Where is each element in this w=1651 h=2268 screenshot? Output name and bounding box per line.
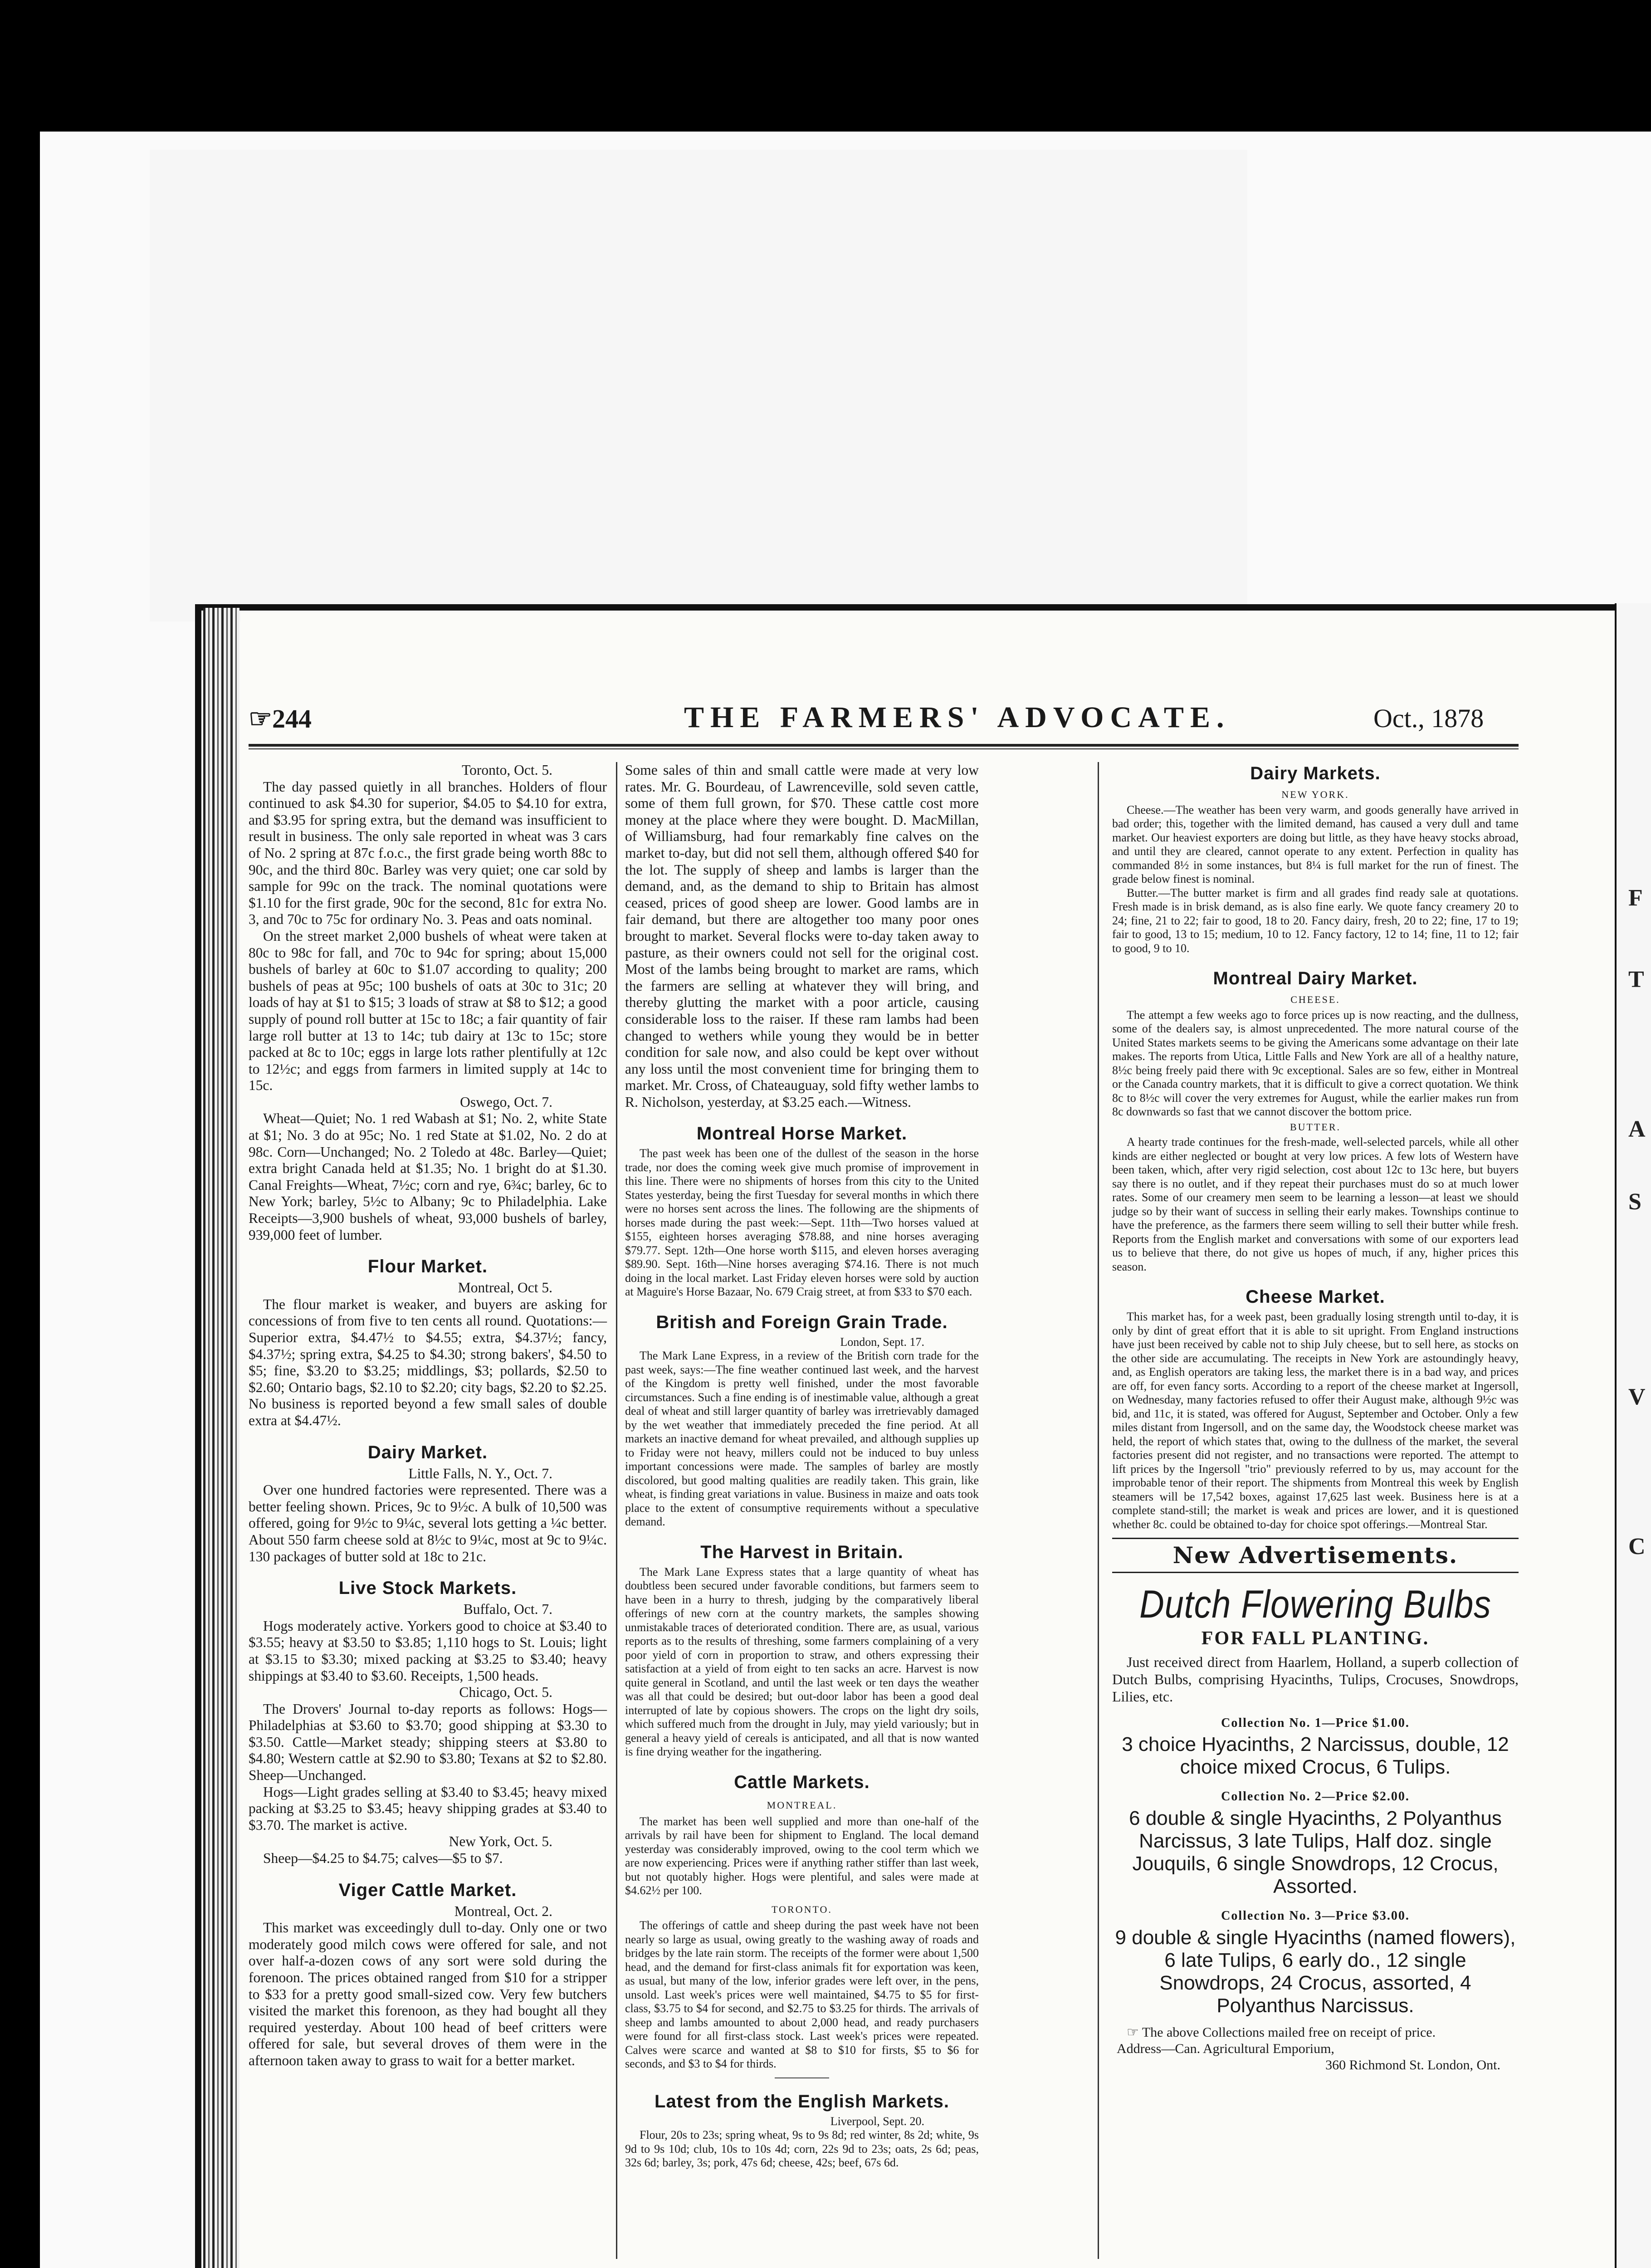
article-text: Butter.—The butter market is firm and all grades find ready sale at quotations. Fresh made is in brisk demand, as is also fine early. We quote fancy creamery 20 to 24; fine, 21 to 22; fair to good, 18 to 20. Fancy dairy, fresh, 20 to 22; fine, 17 to 19; fair to good, 13 to 15; medium, 10 to 12. Fancy factory, 12 to 14; fine, 11 to 12; fair to good, 9 to 10.	[1112, 886, 1519, 955]
strip-glyph: S	[1628, 1189, 1641, 1215]
article-text: Wheat—Quiet; No. 1 red Wabash at $1; No. 2, white State at $1; No. 3 do at 95c; No. 1 red State at $1.02, No. 2 do at 98c. Corn—Unchanged; No. 2 Toledo at 48c. Barley—Quiet; extra bright Canada held at $1.35; No. 1 bright do at $1.30. Canal Freights—Wheat, 7½c; corn and rye, 6¾c; barley, 6c to New York; barley, 5½c to Albany; 9c to Philadelphia. Lake Receipts—3,900 bushels of wheat, 93,000 bushels of barley, 939,000 feet of lumber.	[249, 1110, 607, 1243]
subheading: CHEESE.	[1290, 994, 1340, 1006]
section-heading: Latest from the English Markets.	[655, 2091, 949, 2112]
article-text: Cheese.—The weather has been very warm, and goods generally have arrived in bad order; this, together with the limited demand, has caused a very dull and tame market. Our heaviest exporters are doing but little, as they have heavy stocks abroad, and until they are cleared, cannot operate to any extent. Perfection in quality has commanded 8½ in some instances, but 8¼ is full market for the run of finest. The grade below finest is nominal.	[1112, 803, 1519, 886]
article-text: Some sales of thin and small cattle were made at very low rates. Mr. G. Bourdeau, of Lawrenceville, sold seven cattle, some of them full grown, for $70. These cattle cost more money at the place where they were bought. D. MacMillan, of Williamsburg, had four remarkably fine calves on the market to-day, but did not sell them, although offered $40 for the lot. The supply of sheep and lambs is larger than the demand, and, as the demand to ship to Britain has almost ceased, prices of good sheep are lower. Good lambs are in fair demand, but there are altogether too many poor ones brought to market. Several flocks were to-day taken away to pasture, as their owners could not sell for the original cost. Most of the lambs being brought to market are rams, which the farmers are selling at whatever they will bring, and thereby glutting the market with a poor article, causing considerable loss to the raiser. If these ram lambs had been changed to wethers while young they would be in better condition for sale now, and also could be kept over without any loss until the most convenient time for bringing them to market. Mr. Cross, of Chateauguay, sold fifty wether lambs to R. Nicholson, yesterday, at $3.25 each.—Witness.	[625, 762, 979, 1110]
advert-address-line2: 360 Richmond St. London, Ont.	[1325, 2057, 1500, 2072]
page-edge-left	[195, 604, 201, 2268]
adjacent-page-strip	[1615, 603, 1651, 2268]
section-heading: Live Stock Markets.	[338, 1578, 517, 1598]
article-text: Flour, 20s to 23s; spring wheat, 9s to 9s 8d; red winter, 8s 2d; white, 9s 9d to 9s 10d; club, 10s to 10s 4d; corn, 22s 9d to 23s; oats, 2s 6d; peas, 32s 6d; barley, 3s; pork, 47s 6d; cheese, 42s; beef, 67s 6d.	[625, 2128, 979, 2170]
dateline: Oswego, Oct. 7.	[460, 1094, 552, 1110]
advert-intro: Just received direct from Haarlem, Holland, a superb collection of Dutch Bulbs, comprising Hyacinths, Tulips, Crocuses, Snowdrops, Lilies, etc.	[1112, 1653, 1519, 1705]
dateline: London, Sept. 17.	[840, 1335, 924, 1349]
subheading: BUTTER.	[1290, 1121, 1341, 1133]
article-text: The flour market is weaker, and buyers are asking for concessions of from five to ten cents all round. Quotations:—Superior extra, $4.47½ to $4.55; extra, $4.37½; fancy, $4.37½; spring extra, $4.25 to $4.30; strong bakers', $4.50 to $5; fine, $3.20 to $3.25; middlings, $3; pollards, $2.50 to $2.60; Ontario bags, $2.10 to $2.20; city bags, $2.20 to $2.25. No business is reported beyond a few small sales of double extra at $4.47½.	[249, 1296, 607, 1428]
column-1	[249, 762, 607, 2069]
collection-heading: Collection No. 2—Price $2.00.	[1221, 1789, 1410, 1804]
collection-body: 3 choice Hyacinths, 2 Narcissus, double, 12 choice mixed Crocus, 6 Tulips.	[1122, 1733, 1509, 1779]
bleed-through-area	[150, 150, 1247, 621]
subheading: MONTREAL.	[767, 1799, 837, 1811]
dateline: Chicago, Oct. 5.	[459, 1684, 552, 1701]
section-heading: Flour Market.	[367, 1256, 488, 1277]
divider	[775, 2077, 829, 2078]
dateline: Liverpool, Sept. 20.	[830, 2114, 924, 2128]
advert-address: Address—Can. Agricultural Emporium,	[1117, 2041, 1334, 2056]
book-binding	[203, 608, 239, 2268]
article-text: The Mark Lane Express states that a large quantity of wheat has doubtless been secured under favorable conditions, but farmers seem to have been in a hurry to thresh, judging by the comparatively liberal offerings of new corn at the country markets, the samples showing unmistakable traces of deteriorated condition. There are, as usual, various reports as to the results of threshing, some farmers complaining of a very poor yield of corn in proportion to straw, and others expressing their satisfaction at a yield of from eight to ten sacks an acre. Harvest is now quite general in Scotland, and until the last week or ten days the weather was all that could be desired; but out-door labor has been a good deal interrupted of late by copious showers. The crops on the light dry soils, which suffered much from the drought in July, may yield variously; but in general a heavy yield of cereals is anticipated, and all that is now wanted is fine drying weather for the ingathering.	[625, 1565, 979, 1759]
article-text: A hearty trade continues for the fresh-made, well-selected parcels, while all other kinds are either neglected or bought at very low prices. A few lots of Western have been taken, which, after very rigid selection, cost about 12c to 13c here, but buyers say there is no outlet, and if they repeat their purchases must do so at much lower rates. Some of our creamery men seem to be learning a lesson—at least we should judge so by their want of success in selling their early makes. Townships continue to have the preference, as the farmers there seem willing to sell their butter while fresh. Reports from the English market and conversations with some of our exporters lead us to believe that there, do not give us hopes of much, if any, higher prices this season.	[1112, 1135, 1519, 1273]
section-heading: Viger Cattle Market.	[338, 1880, 517, 1900]
section-heading: Dairy Markets.	[1250, 763, 1381, 783]
page-number: ☞244	[249, 704, 312, 733]
collection-heading: Collection No. 1—Price $1.00.	[1221, 1716, 1410, 1730]
section-heading: Cattle Markets.	[734, 1772, 870, 1792]
dateline: Toronto, Oct. 5.	[462, 762, 552, 778]
article-text: The attempt a few weeks ago to force prices up is now reacting, and the dullness, some of the dealers say, is almost unprecedented. The more natural course of the United States markets seems to be giving the Americans some advantage on their late makes. The reports from Utica, Little Falls and New York are all of a healthy nature, 8½c being freely paid there with 9c exceptional. Sales are so few, either in Montreal or the Canada country markets, that it is difficult to give a correct quotation. We think 8c to 8½c will cover the very extremes for August, while the earlier makes run from 8c downwards so fast that we cannot discover the bottom price.	[1112, 1008, 1519, 1119]
header-rule	[249, 744, 1519, 747]
dateline: Montreal, Oct 5.	[458, 1280, 552, 1296]
subheading: TORONTO.	[772, 1903, 832, 1915]
article-text: This market has, for a week past, been gradually losing strength until to-day, it is only by dint of great effort that it is able to sit upright. From England instructions have just been received by cable not to ship July cheese, but to sell here, as stocks on the other side are accumulating. The receipts in New York are astoundingly heavy, and, as English operators are taking less, the market there is in a bad way, and prices are off, for even fancy sorts. According to a report of the cheese market at Ingersoll, on Wednesday, many factories refused to offer their August make, although 9½c was bid, and 11c, it is stated, was offered for August, September and October. Only a few miles distant from Ingersoll, and on the same day, the Woodstock cheese market was held, the report of which states that, owing to the dullness of the market, the several factories present did not register, and no transactions were reported. The attempt to lift prices by the Ingersoll "trio" previously referred to by us, may account for the improbable tenor of their report. The shipments from Montreal this week by English steamers will be 17,542 boxes, against 17,625 last week. Business here is at a complete stand-still; the market is weak and prices are lower, and it is questioned whether 8c. could be obtained to-day for choice spot offerings.—Montreal Star.	[1112, 1310, 1519, 1531]
column-3	[1112, 762, 1519, 2073]
column-separator	[616, 762, 617, 2259]
new-advertisements-banner: New Advertisements.	[1112, 1538, 1519, 1573]
masthead: THE FARMERS' ADVOCATE.	[684, 701, 1231, 734]
article-text: Hogs moderately active. Yorkers good to choice at $3.40 to $3.55; heavy at $3.50 to $3.85; 1,110 hogs to St. Louis; light at $3.15 to $3.30; mixed packing at $3.25 to $3.40; heavy shippings at $3.40 to $3.60. Receipts, 1,500 heads.	[249, 1618, 607, 1684]
article-text: On the street market 2,000 bushels of wheat were taken at 80c to 98c for fall, and 70c to 94c for spring; about 15,000 bushels of barley at 60c to $1.07 according to quality; 200 bushels of peas at 95c; 100 bushels of oats at 30c to 31c; 20 loads of hay at $1 to $15; 3 loads of straw at $8 to $12; a good supply of pound roll butter at 15c to 18c; a fair quantity of fair large roll butter at 13 to 14c; tub dairy at 13c to 15c; store packed at 8c to 10c; eggs in large lots rather plentifully at 12c to 12½c; and eggs from farmers in limited supply at 14c to 15c.	[249, 928, 607, 1094]
collection-body: 6 double & single Hyacinths, 2 Polyanthus Narcissus, 3 late Tulips, Half doz. single Jouquils, 6 single Snowdrops, 12 Crocus, Assorted.	[1129, 1807, 1502, 1898]
article-text: The Drovers' Journal to-day reports as follows: Hogs—Philadelphias at $3.60 to $3.70; good shipping at $3.30 to $3.50. Cattle—Market steady; shipping steers at $3.80 to $4.80; Western cattle at $2.90 to $3.80; Texans at $2 to $2.80. Sheep—Unchanged.	[249, 1701, 607, 1784]
advert-subtitle: FOR FALL PLANTING.	[1201, 1628, 1430, 1649]
article-text: Over one hundred factories were represented. There was a better feeling shown. Prices, 9c to 9½c. A bulk of 10,500 was offered, going for 9½c to 9¼c, several lots getting a ¼c better. About 550 farm cheese sold at 8½c to 9¼c, most at 9c to 9¼c. 130 packages of butter sold at 18c to 21c.	[249, 1482, 607, 1564]
article-text: This market was exceedingly dull to-day. Only one or two moderately good milch cows were offered for sale, and not over half-a-dozen cows of any sort were sold during the forenoon. The prices obtained ranged from $10 for a stripper to $33 for a pretty good small-sized cow. Very few butchers visited the market this forenoon, as they had bought all they required yesterday. About 100 head of beef critters were offered for sale, but several droves of them were in the afternoon taken away to grass to wait for a better market.	[249, 1920, 607, 2068]
section-heading: Cheese Market.	[1246, 1287, 1385, 1307]
section-heading: The Harvest in Britain.	[700, 1542, 904, 1562]
header-rule-thin	[249, 748, 1519, 749]
column-separator	[1098, 762, 1099, 2259]
article-text: Hogs—Light grades selling at $3.40 to $3.45; heavy mixed packing at $3.25 to $3.45; heavy shipping grades at $3.40 to $3.70. The market is active.	[249, 1784, 607, 1833]
article-text: The market has been well supplied and more than one-half of the arrivals by rail have been for shipment to England. The local demand yesterday was considerably improved, owing to the cool term which we are now experiencing. Prices were if anything rather stiffer than last week, but not quotably higher. Hogs were plentiful, and sales were made at $4.62½ per 100.	[625, 1814, 979, 1897]
article-text: Sheep—$4.25 to $4.75; calves—$5 to $7.	[263, 1850, 503, 1867]
article-text: The Mark Lane Express, in a review of the British corn trade for the past week, says:—The fine weather continued last week, and the harvest of the Kingdom is pretty well finished, under the most favorable circumstances. Such a fine ending is of inestimable value, although a great deal of wheat and still larger quantity of barley was irretrievably damaged by the wet weather that immediately preceded the fine period. At all markets an inactive demand for wheat prevailed, and although supplies up to Friday were not heavy, millers could not be induced to buy unless important concessions were made. The samples of barley are mostly discolored, but good malting qualities are readily taken. This grain, like wheat, is finding great variations in value. Business in maize and oats took place to the extent of consumptive requirements without a speculative demand.	[625, 1349, 979, 1529]
section-heading: Montreal Horse Market.	[696, 1124, 908, 1144]
strip-glyph: A	[1628, 1116, 1646, 1142]
section-heading: Dairy Market.	[367, 1442, 488, 1462]
collection-heading: Collection No. 3—Price $3.00.	[1221, 1909, 1410, 1923]
strip-glyph: F	[1628, 885, 1643, 911]
article-text: The offerings of cattle and sheep during the past week have not been nearly so large as usual, owing greatly to the washing away of roads and bridges by the late rain storm. The receipts of the former were about 1,500 head, and the demand for first-class animals fit for exportation was keen, as usual, but many of the low, inferior grades were left over, in the pens, unsold. Last week's prices were well maintained, $4.75 to $5 for first-class, $3.75 to $4 for second, and $2.75 to $3.25 for thirds. The arrivals of sheep and lambs amounted to about 2,000 head, and ready purchasers were found for all first-class stock. Last week's prices were repeated. Calves were scarce and wanted at $8 to $10 for firsts, $5 to $6 for seconds, and $3 to $4 for thirds.	[625, 1919, 979, 2071]
section-heading: Montreal Dairy Market.	[1213, 968, 1418, 989]
subheading: NEW YORK.	[1281, 789, 1349, 800]
dateline: New York, Oct. 5.	[449, 1833, 552, 1850]
issue-date: Oct., 1878	[1373, 704, 1484, 733]
page-header	[249, 699, 1519, 742]
dateline: Buffalo, Oct. 7.	[463, 1601, 552, 1618]
strip-glyph: V	[1628, 1384, 1646, 1410]
advert-notice: ☞ The above Collections mailed free on receipt of price.	[1127, 2024, 1436, 2040]
article-text: The day passed quietly in all branches. Holders of flour continued to ask $4.30 for superior, $4.05 to $4.10 for extra, and $3.95 for spring extra, but the demand was insufficient to result in business. The only sale reported in wheat was 3 cars of No. 2 spring at 87c f.o.c., the first grade being worth 88c to 90c, and the third 80c. Barley was very quiet; one car sold by sample for 99c on the track. The nominal quotations were $1.10 for the first grade, 90c for the second, 81c for extra No. 3, and 70c to 75c for ordinary No. 3. Peas and oats nominal.	[249, 778, 607, 928]
column-2	[625, 762, 979, 2170]
dateline: Montreal, Oct. 2.	[454, 1903, 552, 1919]
strip-glyph: T	[1628, 967, 1644, 992]
advert-title: Dutch Flowering Bulbs	[1139, 1583, 1491, 1627]
strip-glyph: C	[1628, 1534, 1646, 1559]
collection-body: 9 double & single Hyacinths (named flowers), 6 late Tulips, 6 early do., 12 single Snowdrops, 24 Crocus, assorted, 4 Polyanthus Narcissus.	[1115, 1926, 1516, 2017]
page-edge-top	[200, 604, 1651, 611]
section-heading: British and Foreign Grain Trade.	[656, 1312, 948, 1332]
dateline: Little Falls, N. Y., Oct. 7.	[408, 1465, 552, 1481]
article-text: The past week has been one of the dullest of the season in the horse trade, nor does the coming week give much promise of improvement in this line. There were no shipments of horses from this city to the United States yesterday, being the first Tuesday for several months in which there were no horses sent across the lines. The following are the shipments of horses made during the past week:—Sept. 11th—Two horses valued at $155, eighteen horses averaging $78.88, and nine horses averaging $79.77. Sept. 12th—One horse worth $115, and eleven horses averaging $89.90. Sept. 16th—Nine horses averaging $74.16. There is not much doing in the local market. Last Friday eleven horses were sold by auction at Maguire's Horse Bazaar, No. 679 Craig street, at from $33 to $70 each.	[625, 1147, 979, 1299]
